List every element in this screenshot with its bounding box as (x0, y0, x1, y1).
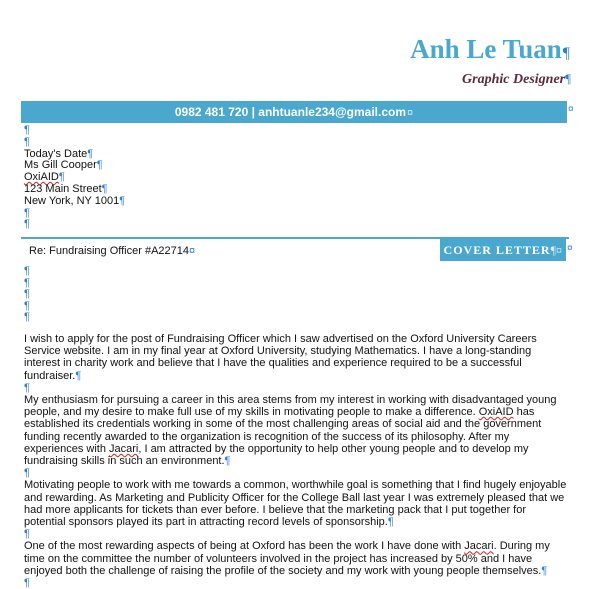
letter-body (24, 333, 569, 589)
empty-paragraph: ¶ (24, 381, 30, 394)
paragraph-1: I wish to apply for the post of Fundraising Officer which I saw advertised on the Oxford University Careers Service website. I am in my final year at Oxford University, studying Mathematics. I have a long-standing interest in charity work and believe that I have the qualities and experience required to be a successful fundraiser.¶ (24, 333, 537, 382)
address-block (24, 125, 125, 231)
applicant-title: Graphic Designer¶ (462, 71, 571, 87)
row-end-mark: ¤ (568, 104, 574, 115)
row-end-mark: ¤ (567, 243, 573, 254)
date-line: Today's Date¶ (24, 147, 94, 160)
empty-paragraph: ¶ (24, 218, 30, 231)
empty-paragraph: ¶ (24, 577, 30, 589)
pilcrow-mark: ¶ (565, 71, 571, 86)
empty-paragraph: ¶ (24, 467, 30, 480)
empty-paragraph: ¶ (24, 135, 30, 148)
recipient-line: Ms Gill Cooper¶ (24, 159, 103, 172)
cell-end-mark: ¤ (407, 107, 414, 119)
empty-paragraph: ¶ (24, 206, 30, 219)
paragraph-3: Motivating people to work with me towards a common, worthwhile goal is something that I find hugely enjoyable and rewarding. As Marketing and Publicity Officer for the College Ball last year I was extremely pleased that we had more applicants for tickets than ever before. I believe that the marketing pack that I put together for potential sponsors played its part in attracting record levels of sponsorship.¶ (24, 479, 567, 529)
empty-paragraphs: ¶ ¶ ¶ ¶ ¶ (24, 265, 30, 324)
contact-bar (21, 101, 567, 123)
applicant-name: Anh Le Tuan¶ (410, 34, 570, 64)
empty-paragraph: ¶ (24, 528, 30, 541)
cover-letter-label: COVER LETTER¶¤ (440, 239, 566, 261)
contact-info: 0982 481 720 | anhtuanle234@gmail.com (174, 105, 407, 119)
city-line: New York, NY 1001¶ (24, 194, 126, 207)
street-line: 123 Main Street¶ (24, 182, 108, 195)
company-line: OxiAID¶ (24, 171, 65, 184)
paragraph-4: One of the most rewarding aspects of being at Oxford has been the work I have done with Jacari. During my time on the committee the number of volunteers involved in the project has increased by 50% and I have enjoyed both the challenge of raising the profile of the society and my work with young people themselves.¶ (24, 540, 550, 577)
pilcrow-mark: ¶ (562, 45, 570, 62)
cell-end-mark: ¤ (189, 245, 196, 257)
empty-paragraph: ¶ (24, 124, 30, 136)
paragraph-2: My enthusiasm for pursuing a career in this area stems from my interest in working with disadvantaged young people, and my desire to make full use of my skills in motivating people to make a difference. OxiAID has established its credentials working in some of the most challenging areas of social aid and the government funding recently awarded to the organization is recognition of the success of its philosophy. After my experiences with Jacari, I am attracted by the opportunity to help other young people and to develop my fundraising skills in such an environment.¶ (24, 394, 557, 468)
reference-line: Re: Fundraising Officer #A22714¤ (29, 245, 196, 257)
